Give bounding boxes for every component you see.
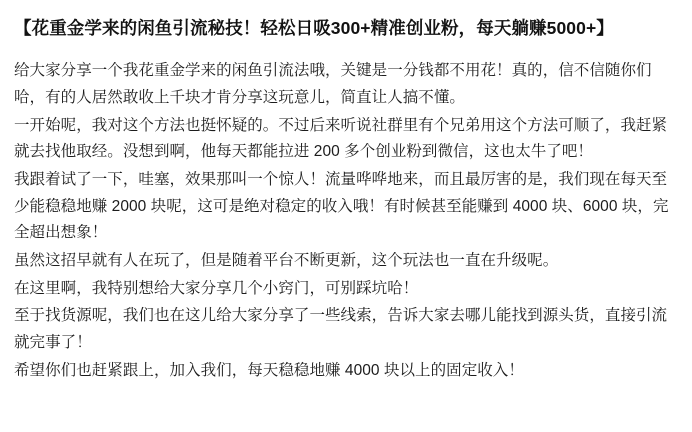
paragraph-5: 在这里啊，我特别想给大家分享几个小窍门，可别踩坑哈！ bbox=[14, 279, 419, 297]
paragraph-4: 虽然这招早就有人在玩了，但是随着平台不断更新，这个玩法也一直在升级呢。 bbox=[14, 251, 559, 269]
paragraph-7: 希望你们也赶紧跟上，加入我们，每天稳稳地赚 4000 块以上的固定收入！ bbox=[14, 361, 524, 379]
paragraph-6: 至于找货源呢，我们也在这儿给大家分享了一些线索，告诉大家去哪儿能找到源头货，直接引流就完事了！ bbox=[14, 307, 668, 351]
paragraph-3: 我跟着试了一下，哇塞，效果那叫一个惊人！流量哗哗地来，而且最厉害的是，我们现在每天至少能稳稳地赚 2000 块呢，这可是绝对稳定的收入哦！有时候甚至能赚到 4000 块、6000 块，完全超出想象！ bbox=[14, 170, 669, 242]
paragraph-1: 给大家分享一个我花重金学来的闲鱼引流法哦，关键是一分钱都不用花！真的，信不信随你们哈，有的人居然敢收上千块才肯分享这玩意儿，简直让人搞不懂。 bbox=[14, 62, 652, 106]
paragraph-2: 一开始呢，我对这个方法也挺怀疑的。不过后来听说社群里有个兄弟用这个方法可顺了，我赶紧就去找他取经。没想到啊，他每天都能拉进 200 多个创业粉到微信，这也太牛了吧！ bbox=[14, 116, 668, 161]
page-title: 【花重金学来的闲鱼引流秘技！轻松日吸300+精准创业粉，每天躺赚5000+】 bbox=[14, 18, 614, 38]
article-body bbox=[14, 58, 676, 384]
